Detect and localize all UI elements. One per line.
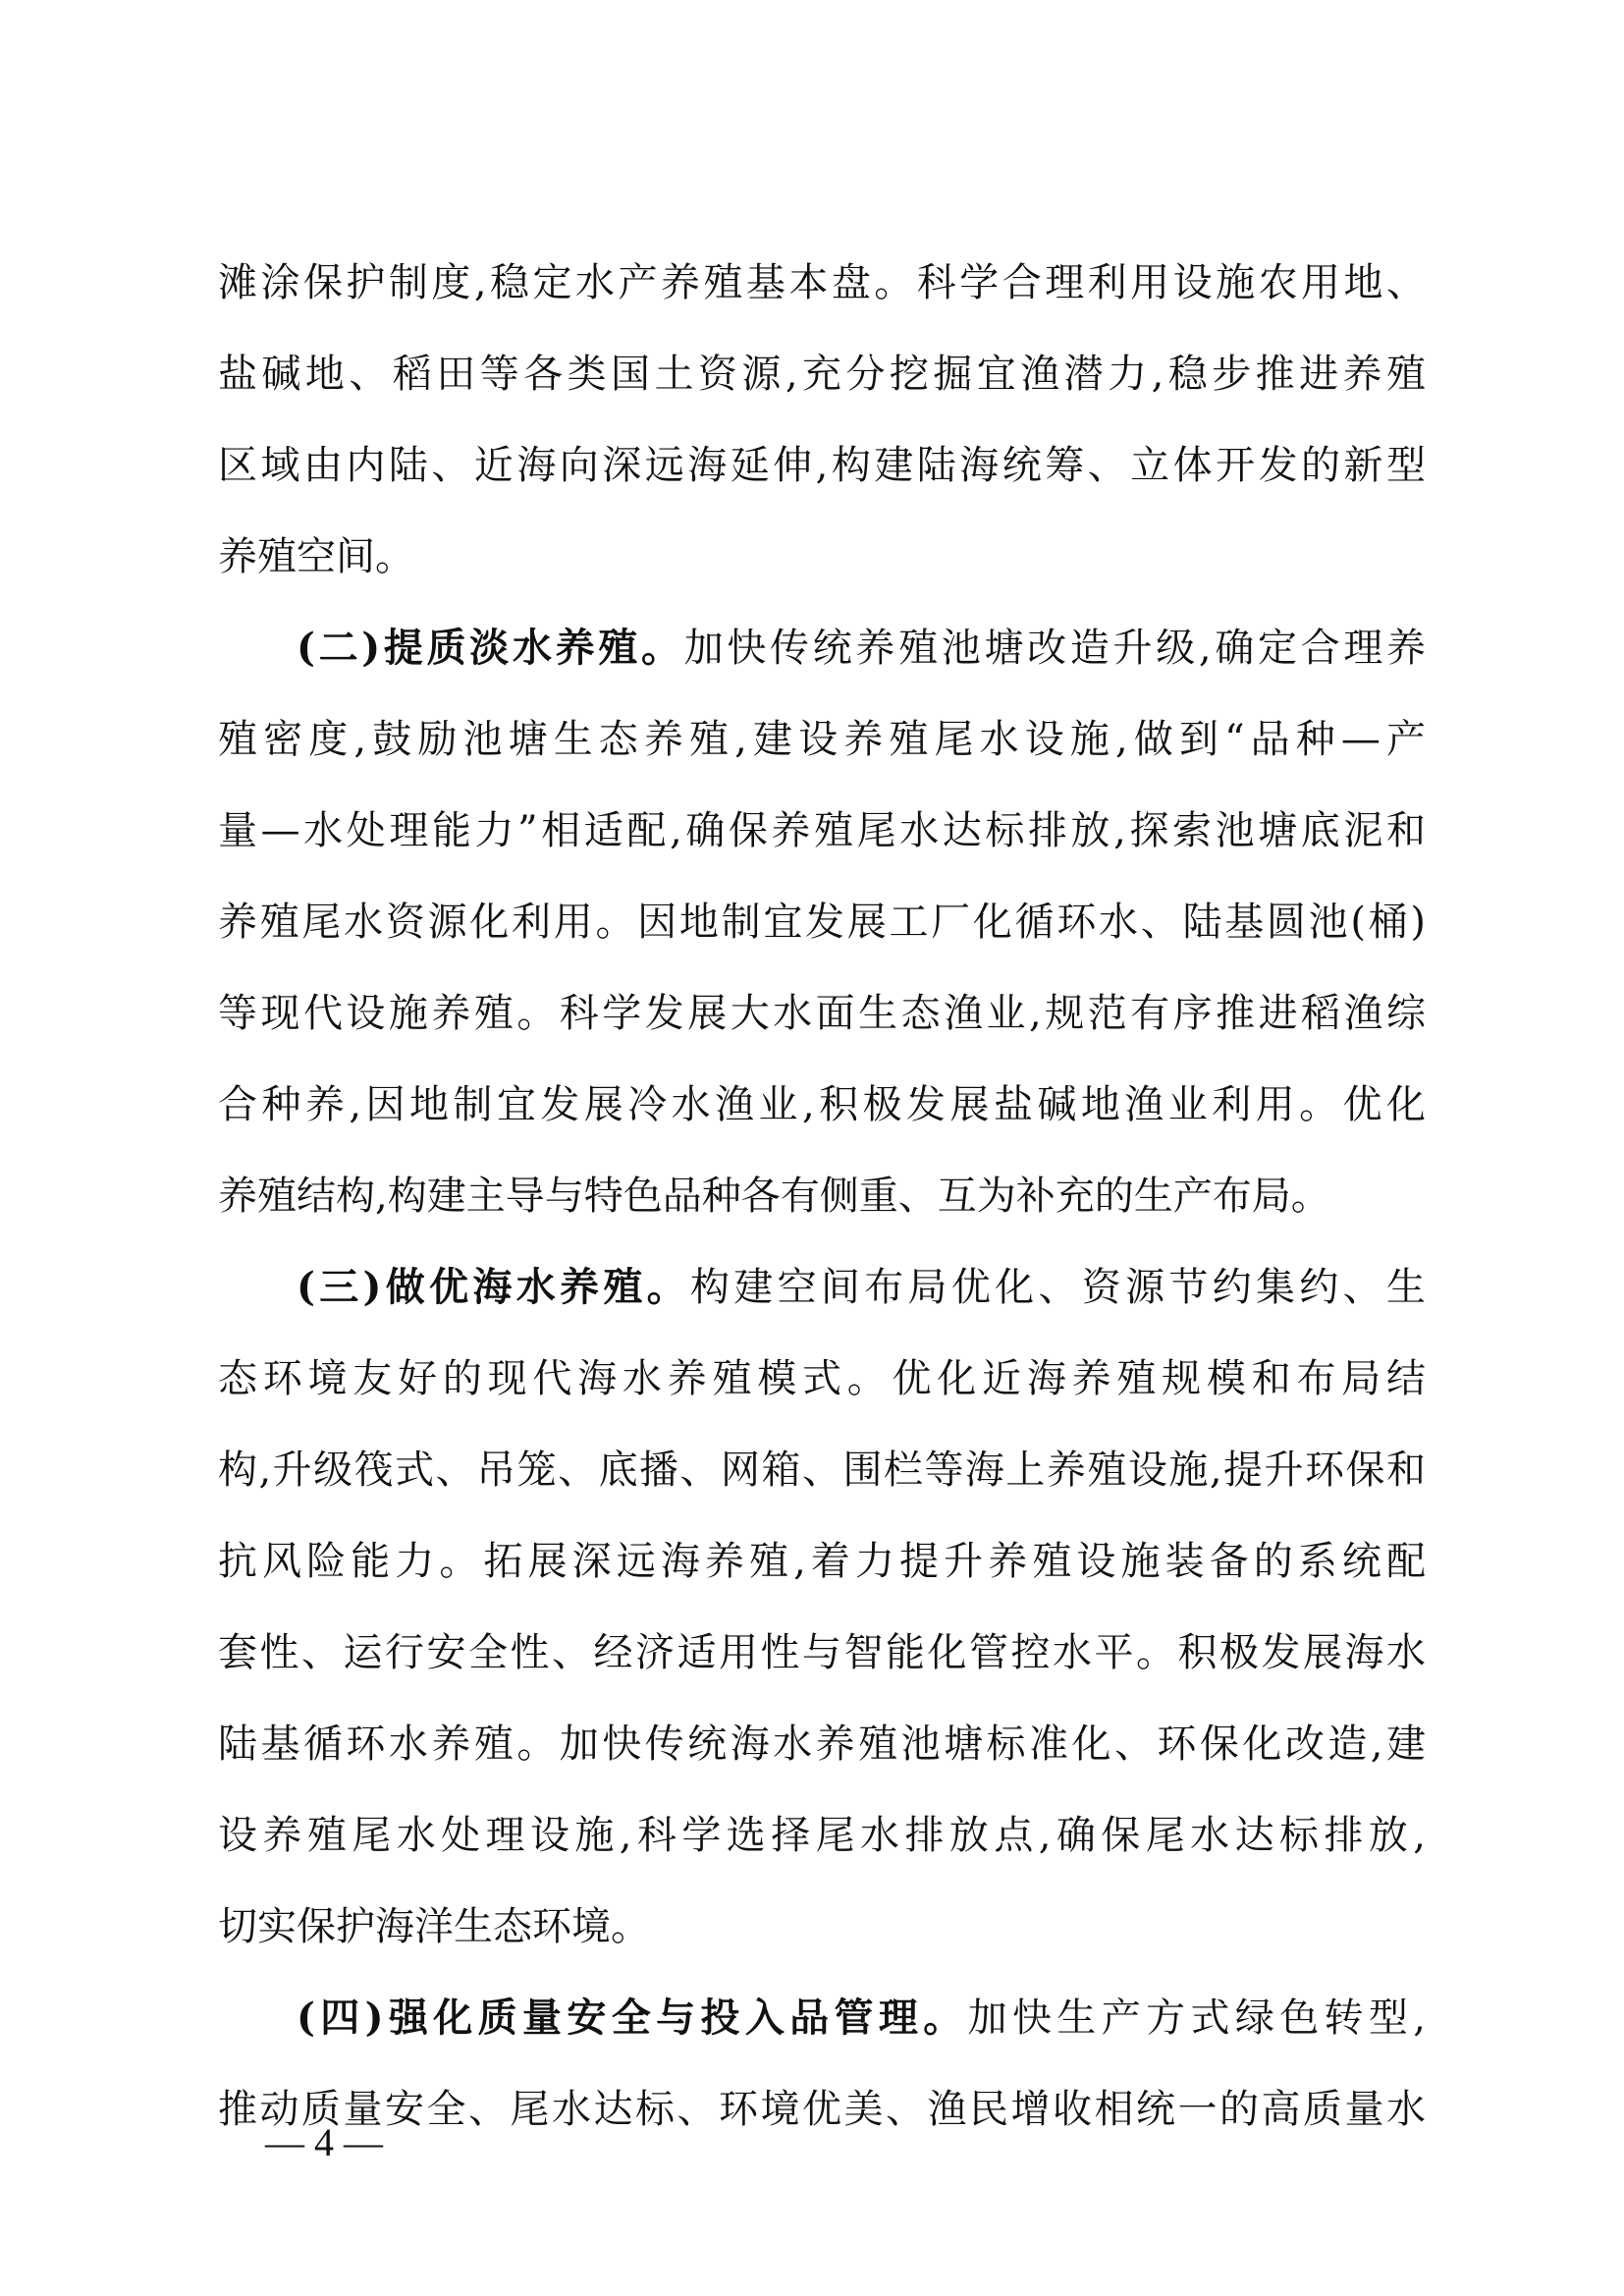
section-heading: (二)提质淡水养殖。 bbox=[297, 625, 684, 671]
text-line: 等现代设施养殖。科学发展大水面生态渔业,规范有序推进稻渔综 bbox=[218, 991, 1426, 1036]
text-line: 合种养,因地制宜发展冷水渔业,积极发展盐碱地渔业利用。优化 bbox=[218, 1082, 1426, 1127]
text-line: 区域由内陆、近海向深远海延伸,构建陆海统筹、立体开发的新型 bbox=[218, 443, 1426, 488]
text-line: 态环境友好的现代海水养殖模式。优化近海养殖规模和布局结 bbox=[218, 1356, 1426, 1401]
text-line: 抗风险能力。拓展深远海养殖,着力提升养殖设施装备的系统配 bbox=[218, 1539, 1426, 1584]
text-line: 套性、运行安全性、经济适用性与智能化管控水平。积极发展海水 bbox=[218, 1630, 1426, 1675]
page-number: — 4 — bbox=[265, 2120, 383, 2164]
text-line: 养殖结构,构建主导与特色品种各有侧重、互为补充的生产布局。 bbox=[218, 1174, 1330, 1219]
text-line: 量—水处理能力”相适配,确保养殖尾水达标排放,探索池塘底泥和 bbox=[218, 808, 1426, 853]
text-line: 养殖空间。 bbox=[218, 534, 414, 579]
text-line: 陆基循环水养殖。加快传统海水养殖池塘标准化、环保化改造,建 bbox=[218, 1722, 1426, 1767]
text-line: 盐碱地、稻田等各类国土资源,充分挖掘宜渔潜力,稳步推进养殖 bbox=[218, 352, 1426, 397]
text-line: 推动质量安全、尾水达标、环境优美、渔民增收相统一的高质量水 bbox=[218, 2087, 1426, 2132]
text-span: 加快生产方式绿色转型, bbox=[967, 1995, 1426, 2041]
text-span: 构建空间布局优化、资源节约集约、生 bbox=[689, 1265, 1426, 1310]
section-3-first-line bbox=[218, 1248, 1426, 1327]
text-line: 滩涂保护制度,稳定水产养殖基本盘。科学合理利用设施农用地、 bbox=[218, 260, 1426, 305]
section-4-first-line bbox=[218, 1979, 1426, 2057]
text-line: 设养殖尾水处理设施,科学选择尾水排放点,确保尾水达标排放, bbox=[218, 1813, 1426, 1858]
text-line: 构,升级筏式、吊笼、底播、网箱、围栏等海上养殖设施,提升环保和 bbox=[218, 1448, 1426, 1493]
text-span: 加快传统养殖池塘改造升级,确定合理养 bbox=[683, 626, 1427, 671]
section-heading: (四)强化质量安全与投入品管理。 bbox=[297, 1995, 968, 2041]
text-line: 殖密度,鼓励池塘生态养殖,建设养殖尾水设施,做到“品种—产 bbox=[218, 717, 1426, 762]
text-line: 切实保护海洋生态环境。 bbox=[218, 1904, 650, 1949]
section-2-first-line bbox=[218, 609, 1426, 687]
section-heading: (三)做优海水养殖。 bbox=[297, 1264, 690, 1310]
text-line: 养殖尾水资源化利用。因地制宜发展工厂化循环水、陆基圆池(桶) bbox=[218, 900, 1426, 945]
